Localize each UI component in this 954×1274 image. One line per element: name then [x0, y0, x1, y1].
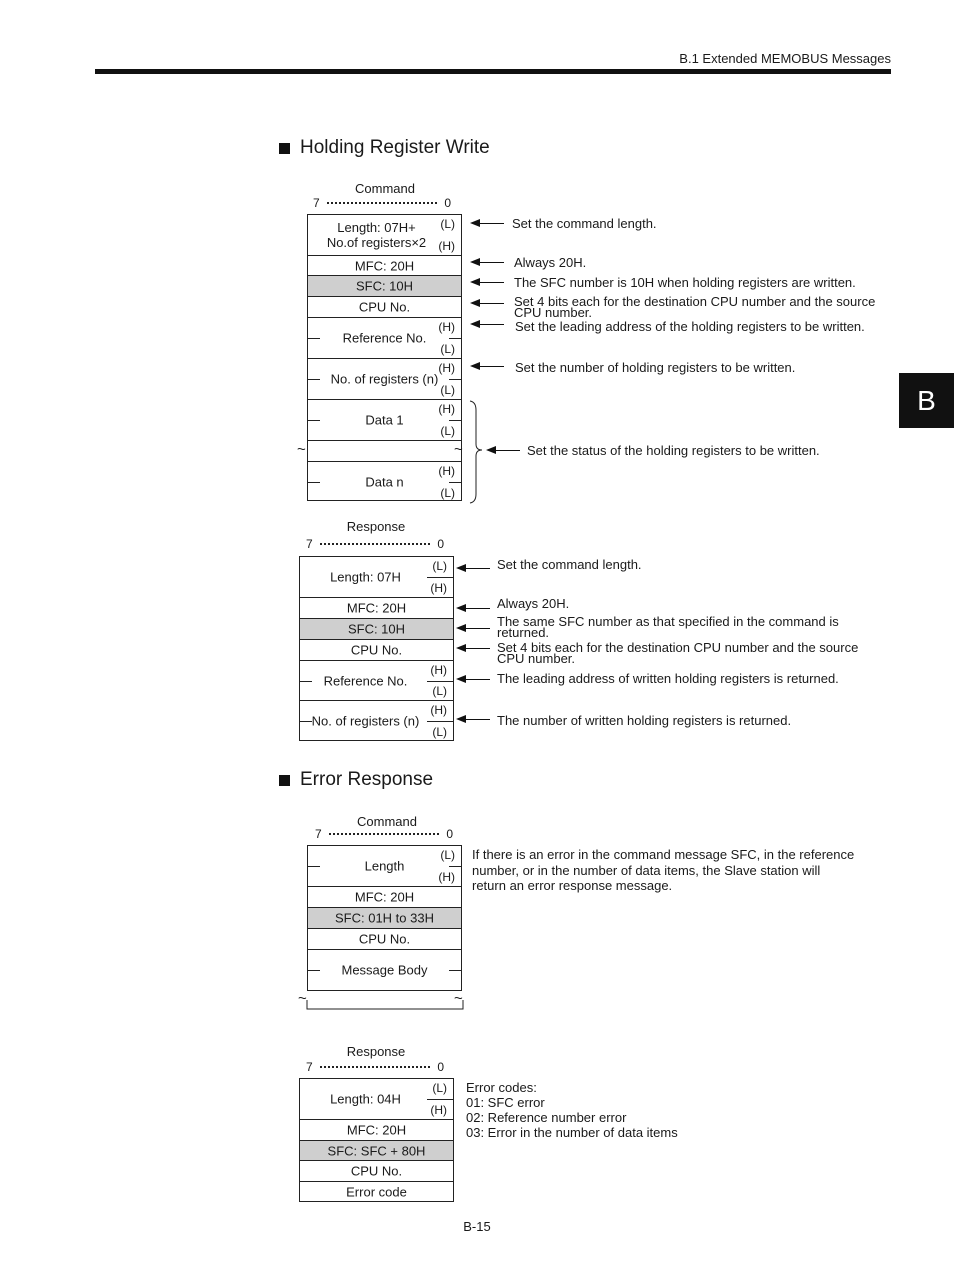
- break-mark-left: ~: [298, 990, 307, 1007]
- error-codes-list: [466, 1080, 678, 1140]
- break-mark-left: ~: [297, 441, 306, 458]
- field-mfc: MFC: 20H: [308, 256, 461, 276]
- note-cpu: Set 4 bits each for the destination CPU number and the source CPU number.: [497, 640, 859, 666]
- section-tab: B: [899, 373, 954, 428]
- note-sfc: The SFC number is 10H when holding registers are written.: [514, 275, 856, 290]
- arrow-reference: [470, 320, 504, 329]
- note-length: Set the command length.: [497, 557, 642, 572]
- command-caption: Command: [355, 181, 415, 196]
- arrow-length: [456, 564, 490, 573]
- arrow-num-registers: [470, 362, 504, 371]
- field-mfc: MFC: 20H: [300, 1120, 453, 1141]
- field-length: Length (L) (H): [308, 846, 461, 887]
- square-bullet-icon: [279, 143, 290, 154]
- hrw-response-frame: [299, 556, 454, 741]
- field-reference: Reference No. (H) (L): [308, 318, 461, 359]
- note-num-registers: The number of written holding registers is returned.: [497, 713, 792, 728]
- field-length: Length: 07H (L) (H): [300, 557, 453, 598]
- field-num-registers: No. of registers (n) (H) (L): [308, 359, 461, 400]
- page-number: B-15: [463, 1219, 491, 1234]
- frame-continuation: [306, 1000, 464, 1012]
- field-cpu: CPU No.: [308, 929, 461, 950]
- header-rule: [95, 69, 891, 74]
- note-cpu: Set 4 bits each for the destination CPU number and the source CPU number.: [514, 294, 876, 320]
- error-code-item: 01: SFC error: [466, 1095, 545, 1110]
- running-head: B.1 Extended MEMOBUS Messages: [679, 51, 891, 66]
- command-caption: Command: [357, 814, 417, 829]
- error-codes-heading: Error codes:: [466, 1080, 537, 1095]
- field-message-body: Message Body: [308, 950, 461, 991]
- break-mark-right: ~: [454, 990, 463, 1007]
- field-length: Length: 04H (L) (H): [300, 1079, 453, 1120]
- note-data: Set the status of the holding registers to be written.: [527, 443, 820, 458]
- field-data-n: Data n (H) (L): [308, 461, 461, 502]
- field-sfc: SFC: 01H to 33H: [308, 908, 461, 929]
- field-data-gap: [308, 441, 461, 461]
- arrow-reference: [456, 675, 490, 684]
- response-caption: Response: [346, 519, 406, 534]
- note-error-description: If there is an error in the command message SFC, in the reference number, or in the number of data items, the Slave station will return an error response message.: [472, 847, 855, 893]
- bit-order-row: 7 0: [306, 1060, 444, 1074]
- arrow-mfc: [470, 258, 504, 267]
- field-sfc: SFC: SFC + 80H: [300, 1141, 453, 1161]
- arrow-sfc: [470, 278, 504, 287]
- hrw-command-frame: [307, 214, 462, 501]
- arrow-mfc: [456, 604, 490, 613]
- field-reference: Reference No. (H) (L): [300, 661, 453, 701]
- break-mark-right: ~: [454, 441, 463, 458]
- field-mfc: MFC: 20H: [300, 598, 453, 619]
- bit-order-row: 7 0: [313, 196, 451, 210]
- field-cpu: CPU No.: [300, 1161, 453, 1182]
- arrow-cpu: [456, 644, 490, 653]
- bit-order-row: 7 0: [306, 537, 444, 551]
- field-sfc: SFC: 10H: [300, 619, 453, 640]
- field-num-registers: No. of registers (n) (H) (L): [300, 701, 453, 741]
- error-code-item: 02: Reference number error: [466, 1110, 627, 1125]
- error-command-frame: [307, 845, 462, 991]
- data-brace: [466, 400, 486, 504]
- note-num-registers: Set the number of holding registers to be written.: [515, 360, 796, 375]
- note-mfc: Always 20H.: [514, 255, 587, 270]
- section-title-error-response: Error Response: [279, 769, 433, 791]
- note-sfc: The same SFC number as that specified in the command is returned.: [497, 614, 839, 640]
- square-bullet-icon: [279, 775, 290, 786]
- field-cpu: CPU No.: [300, 640, 453, 661]
- arrow-sfc: [456, 624, 490, 633]
- field-sfc: SFC: 10H: [308, 276, 461, 297]
- field-data-1: Data 1 (H) (L): [308, 400, 461, 441]
- arrow-num-registers: [456, 715, 490, 724]
- arrow-length: [470, 219, 504, 228]
- note-mfc: Always 20H.: [497, 596, 570, 611]
- response-caption: Response: [346, 1044, 406, 1059]
- field-cpu: CPU No.: [308, 297, 461, 318]
- bit-order-row: 7 0: [315, 827, 453, 841]
- note-length: Set the command length.: [512, 216, 657, 231]
- field-error-code: Error code: [346, 1184, 407, 1199]
- arrow-cpu: [470, 299, 504, 308]
- arrow-data: [486, 446, 520, 455]
- field-mfc: MFC: 20H: [308, 887, 461, 908]
- note-reference: Set the leading address of the holding registers to be written.: [515, 319, 865, 334]
- field-length: Length: 07H+ No.of registers×2 (L) (H): [308, 215, 461, 256]
- note-reference: The leading address of written holding registers is returned.: [497, 671, 839, 686]
- error-code-item: 03: Error in the number of data items: [466, 1125, 678, 1140]
- error-response-frame: [299, 1078, 454, 1202]
- section-title-holding-register-write: Holding Register Write: [279, 137, 490, 159]
